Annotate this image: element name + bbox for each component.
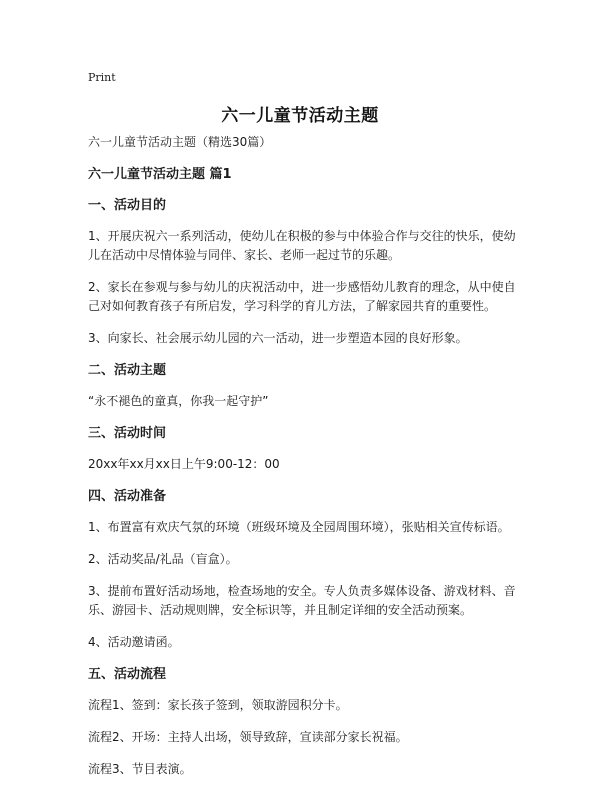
page-title: 六一儿童节活动主题 (221, 106, 379, 126)
paragraph-time: 20xx年xx月xx日上午9:00-12：00 (88, 457, 280, 471)
paragraph-flow-2: 流程2、开场：主持人出场，领导致辞，宣读部分家长祝福。 (88, 730, 408, 744)
paragraph-purpose-2: 2、家长在参观与参与幼儿的庆祝活动中，进一步感悟幼儿教育的理念，从中使自己对如何教育孩子有所启发，学习科学的育儿方法，了解家园共育的重要性。 (88, 280, 516, 313)
doc-subtitle: 六一儿童节活动主题（精选30篇） (88, 135, 272, 149)
paragraph-prep-1: 1、布置富有欢庆气氛的环境（班级环境及全园周围环境），张贴相关宣传标语。 (88, 520, 510, 534)
paragraph-prep-3: 3、提前布置好活动场地，检查场地的安全。专人负责多媒体设备、游戏材料、音乐、游园卡、活动规则牌，安全标识等，并且制定详细的安全活动预案。 (88, 584, 516, 617)
paragraph-flow-3: 流程3、节目表演。 (88, 762, 192, 776)
heading-preparation: 四、活动准备 (88, 489, 167, 504)
paragraph-theme: “永不褪色的童真，你我一起守护” (88, 394, 269, 408)
document-body (88, 133, 518, 792)
paragraph-prep-2: 2、活动奖品/礼品（盲盒）。 (88, 552, 238, 566)
paragraph-purpose-1: 1、开展庆祝六一系列活动，使幼儿在积极的参与中体验合作与交往的快乐，使幼儿在活动中尽情体验与同伴、家长、老师一起过节的乐趣。 (88, 229, 516, 262)
print-label: Print (88, 71, 116, 84)
paragraph-flow-1: 流程1、签到：家长孩子签到，领取游园积分卡。 (88, 698, 348, 712)
section-title: 六一儿童节活动主题 篇1 (88, 167, 232, 182)
paragraph-purpose-3: 3、向家长、社会展示幼儿园的六一活动，进一步塑造本园的良好形象。 (88, 331, 468, 345)
heading-purpose: 一、活动目的 (88, 198, 167, 213)
heading-flow: 五、活动流程 (88, 667, 167, 682)
paragraph-prep-4: 4、活动邀请函。 (88, 635, 180, 649)
heading-theme: 二、活动主题 (88, 363, 167, 378)
heading-time: 三、活动时间 (88, 426, 167, 441)
